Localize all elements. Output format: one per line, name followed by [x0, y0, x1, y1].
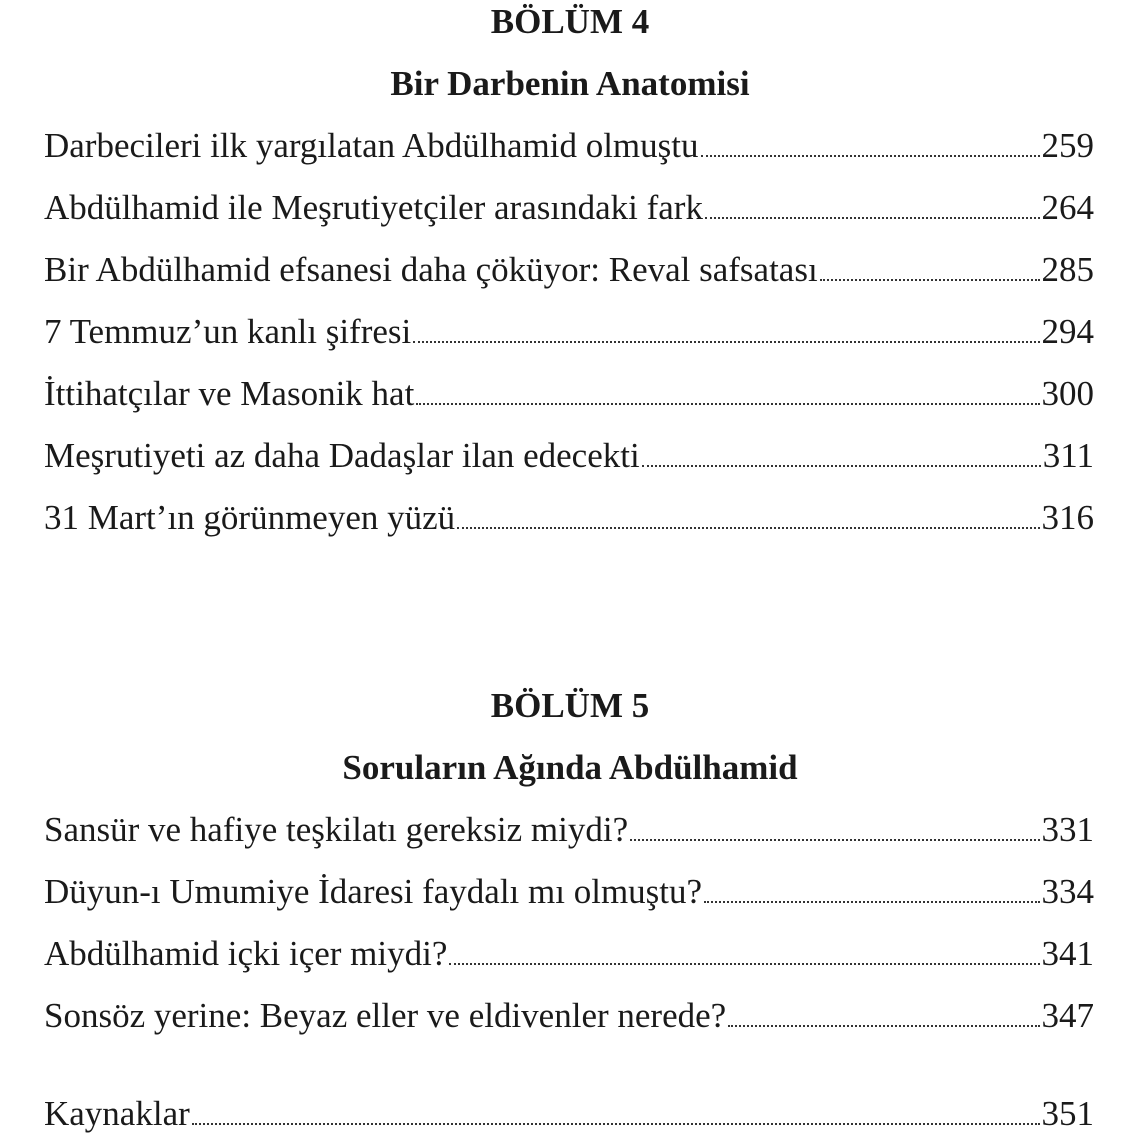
toc-entry-title: Sonsöz yerine: Beyaz eller ve eldivenler nerede?	[44, 996, 727, 1035]
chapter-title: Soruların Ağında Abdülhamid	[342, 748, 798, 787]
toc-entry-page: 341	[1041, 934, 1094, 973]
toc-entry-title: Düyun-ı Umumiye İdaresi faydalı mı olmuştu?	[44, 872, 703, 911]
toc-entry[interactable]	[44, 808, 1094, 852]
toc-entry-appendix[interactable]	[44, 1092, 1094, 1136]
dot-leader	[642, 465, 1041, 467]
toc-entry-title: Bir Abdülhamid efsanesi daha çöküyor: Reval safsatası	[44, 250, 818, 289]
toc-entry-page: 311	[1042, 436, 1094, 475]
dot-leader	[457, 527, 1039, 529]
toc-entry-page: 300	[1041, 374, 1094, 413]
toc-entry[interactable]	[44, 870, 1094, 914]
toc-entry-title: 31 Mart’ın görünmeyen yüzü	[44, 498, 456, 537]
toc-entry-page: 264	[1041, 188, 1094, 227]
toc-entry-page: 351	[1041, 1094, 1094, 1133]
toc-entry[interactable]	[44, 186, 1094, 230]
toc-entry[interactable]	[44, 372, 1094, 416]
dot-leader	[416, 403, 1039, 405]
toc-entry-title: 7 Temmuz’un kanlı şifresi	[44, 312, 412, 351]
toc-entry-page: 334	[1041, 872, 1094, 911]
chapter-label: BÖLÜM 4	[490, 2, 650, 41]
toc-entry-page: 331	[1041, 810, 1094, 849]
toc-entry-title: Darbecileri ilk yargılatan Abdülhamid olmuştu	[44, 126, 699, 165]
dot-leader	[728, 1025, 1039, 1027]
toc-entry-page: 285	[1041, 250, 1094, 289]
toc-entry[interactable]	[44, 310, 1094, 354]
toc-entry[interactable]	[44, 932, 1094, 976]
toc-entry-title: Abdülhamid içki içer miydi?	[44, 934, 448, 973]
toc-entry[interactable]	[44, 994, 1094, 1038]
dot-leader	[820, 279, 1040, 281]
toc-entry[interactable]	[44, 248, 1094, 292]
toc-entry[interactable]	[44, 124, 1094, 168]
dot-leader	[705, 217, 1040, 219]
toc-entry-title: Abdülhamid ile Meşrutiyetçiler arasındaki fark	[44, 188, 703, 227]
chapter-label: BÖLÜM 5	[490, 686, 650, 725]
dot-leader	[413, 341, 1039, 343]
dot-leader	[449, 963, 1039, 965]
toc-entry-title: Kaynaklar	[44, 1094, 190, 1133]
toc-entry[interactable]	[44, 434, 1094, 478]
toc-entry-title: Meşrutiyeti az daha Dadaşlar ilan edecekti	[44, 436, 640, 475]
toc-entry-page: 294	[1041, 312, 1094, 351]
toc-entry-page: 259	[1041, 126, 1094, 165]
dot-leader	[701, 155, 1040, 157]
toc-entry-page: 316	[1041, 498, 1094, 537]
toc-entry-title: Sansür ve hafiye teşkilatı gereksiz miydi?	[44, 810, 629, 849]
toc-entry-title: İttihatçılar ve Masonik hat	[44, 374, 415, 413]
toc-entry-page: 347	[1041, 996, 1094, 1035]
dot-leader	[630, 839, 1039, 841]
toc-entry[interactable]	[44, 496, 1094, 540]
chapter-title: Bir Darbenin Anatomisi	[390, 64, 750, 103]
dot-leader	[704, 901, 1039, 903]
dot-leader	[192, 1123, 1040, 1125]
